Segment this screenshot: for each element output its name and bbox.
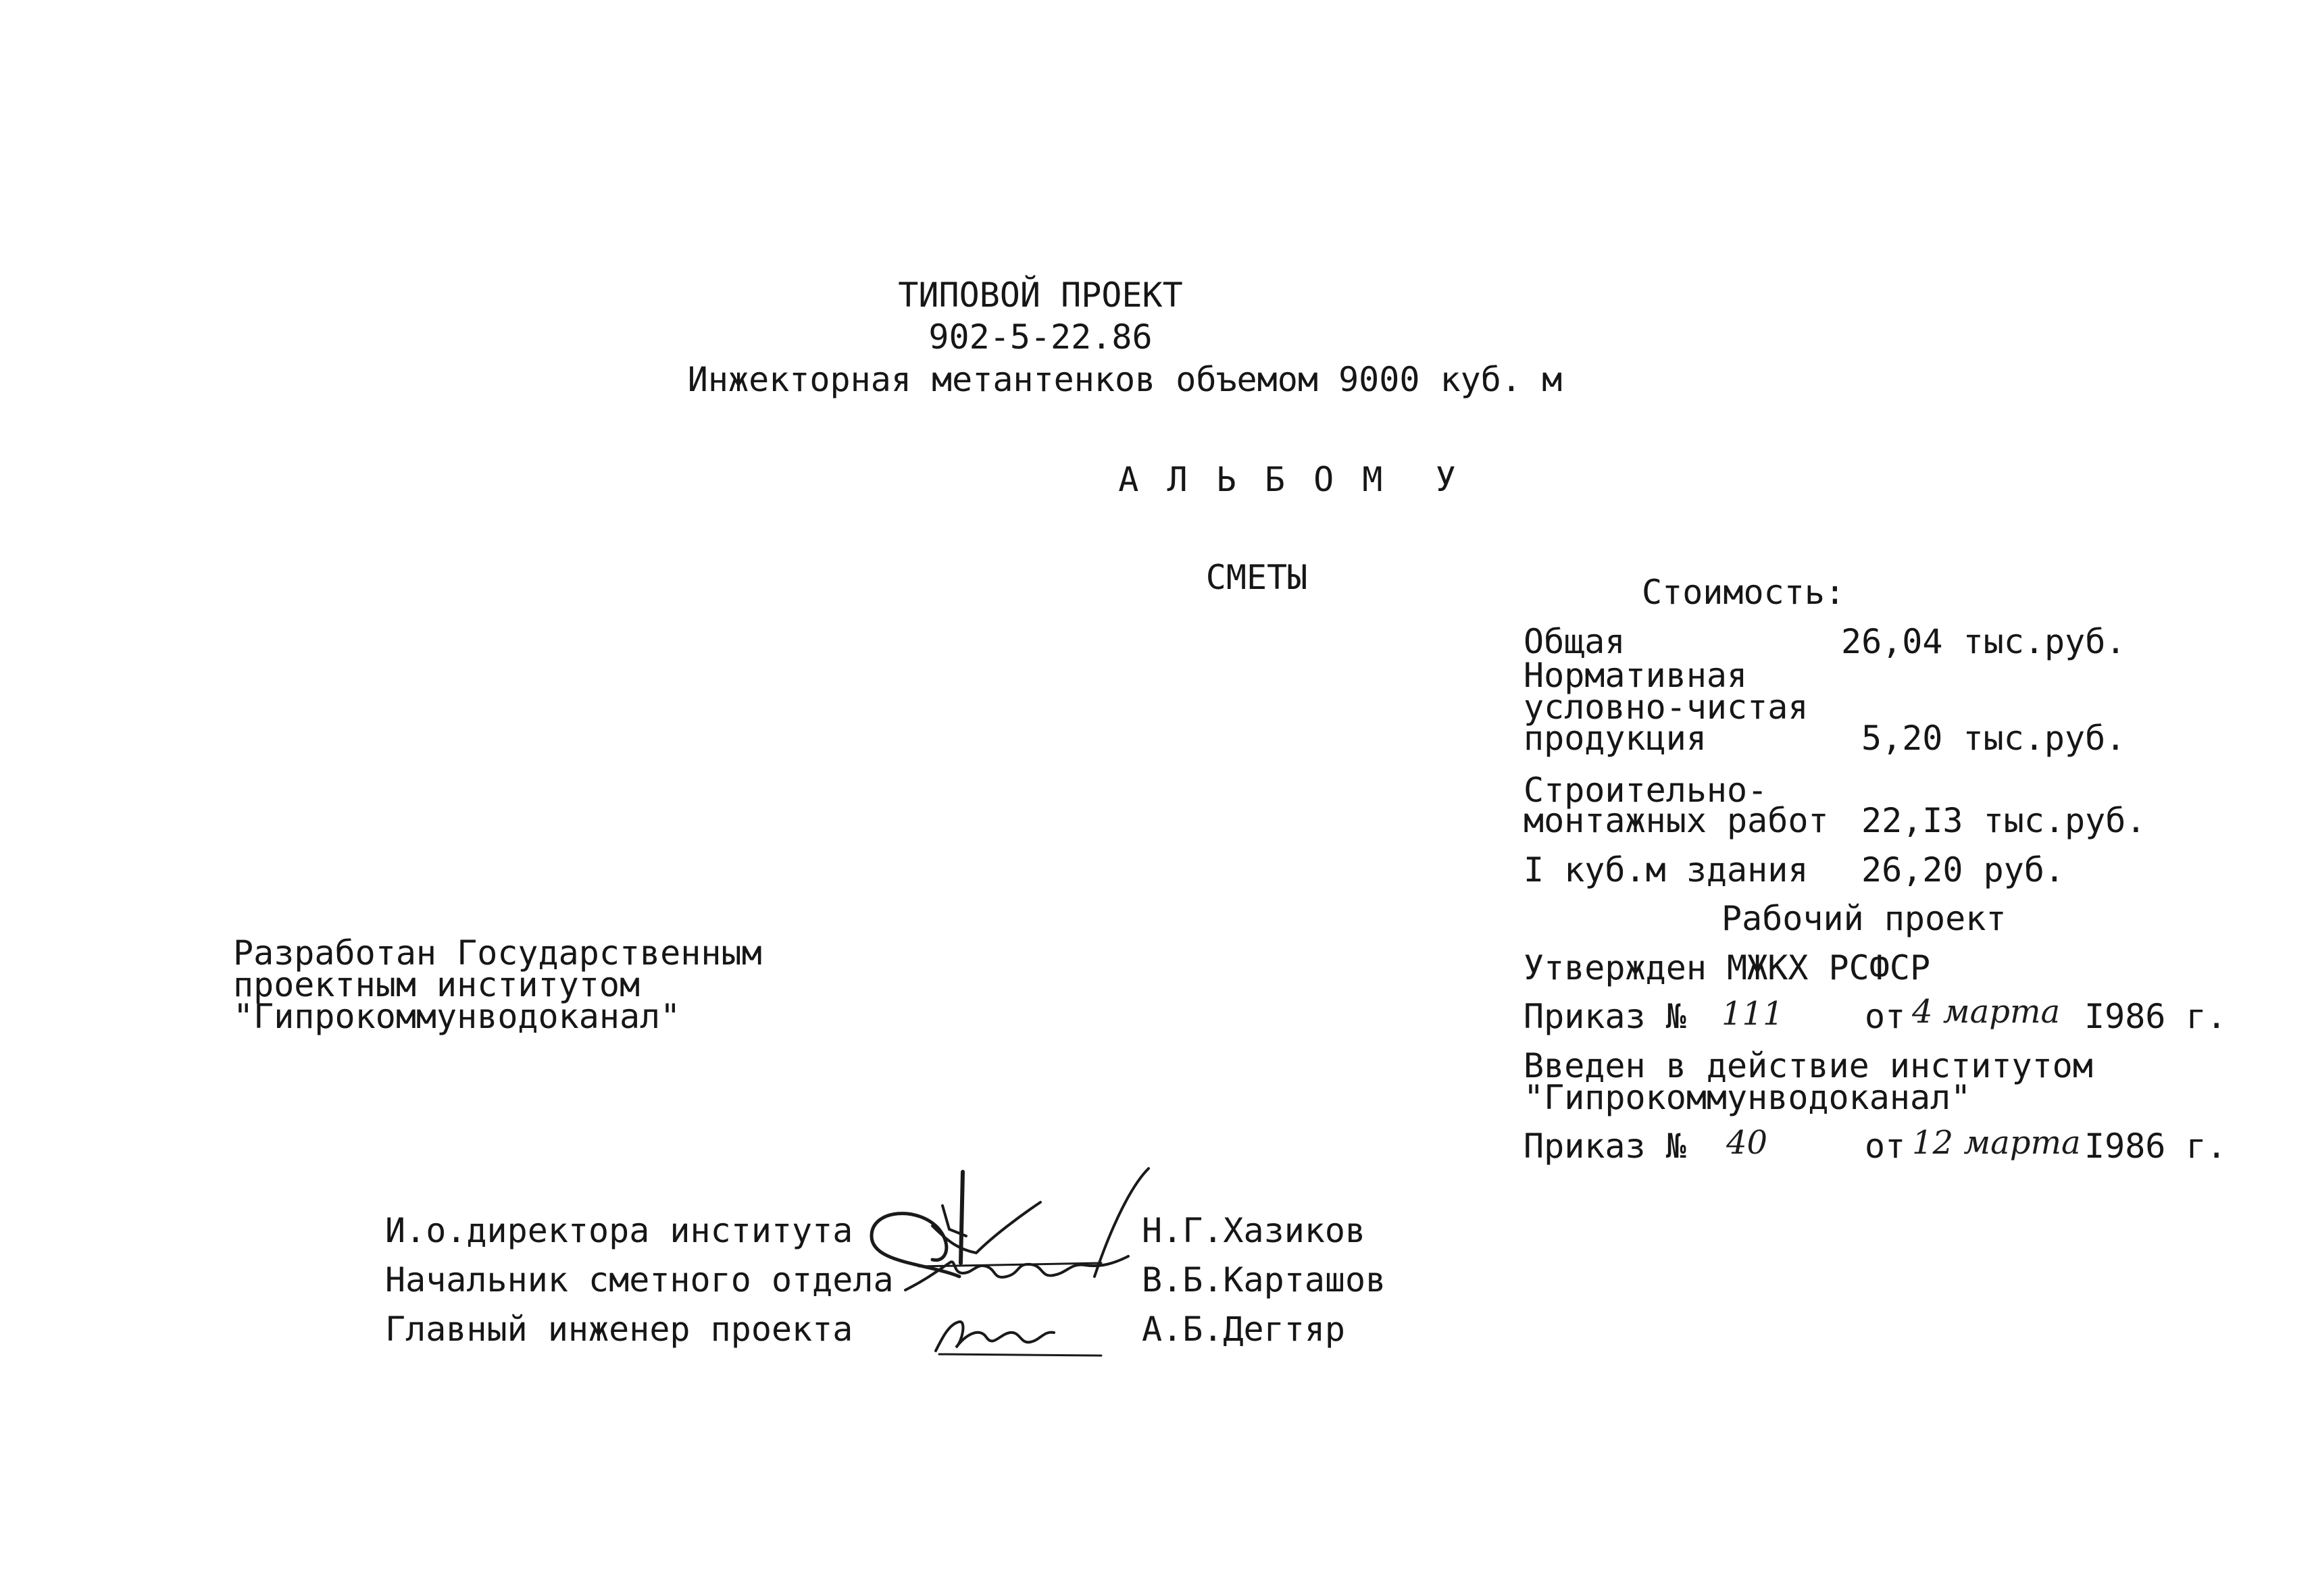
developer-institute: "Гипрокоммунводоканал"	[233, 997, 681, 1036]
signatory-name: Н.Г.Хазиков	[1142, 1211, 1366, 1250]
order1-date: 4 марта	[1912, 993, 2061, 1031]
cost-normative-value: 5,20 тыс.руб.	[1861, 719, 2126, 758]
doc-series: ТИПОВОЙ ПРОЕКТ	[898, 276, 1183, 315]
order1-label: Приказ №	[1524, 997, 1686, 1036]
estimates-head-signature	[899, 1243, 1155, 1297]
order1-number: 111	[1721, 995, 1784, 1033]
chief-engineer-signature	[926, 1314, 1115, 1361]
order2-year: I986 г.	[2084, 1127, 2227, 1166]
cost-normative-label: условно-чистая	[1524, 688, 1809, 727]
approved-by: Утвержден МЖКХ РСФСР	[1524, 948, 1931, 987]
project-title: Инжекторная метантенков объемом 9000 куб. м	[687, 360, 1563, 399]
order1-from: от	[1865, 997, 1906, 1036]
introduced-institute: "Гипрокоммунводоканал"	[1524, 1078, 1971, 1117]
introduced-line: Введен в действие институтом	[1524, 1046, 2093, 1085]
cost-heading: Стоимость:	[1642, 573, 1846, 612]
album-title: А Л Ь Б О М У	[1118, 460, 1460, 499]
cost-normative-label: Нормативная	[1524, 656, 1748, 695]
signatory-role: И.о.директора института	[385, 1211, 853, 1250]
cost-construction-label: монтажных работ	[1524, 801, 1829, 840]
order1-year: I986 г.	[2084, 997, 2227, 1036]
signatory-name: В.Б.Карташов	[1142, 1260, 1386, 1299]
cost-per-m3-label: I куб.м здания	[1524, 850, 1809, 890]
section-title: СМЕТЫ	[1205, 558, 1308, 597]
signatory-role: Главный инженер проекта	[385, 1310, 853, 1349]
cost-normative-label: продукция	[1524, 719, 1707, 758]
project-code: 902-5-22.86	[928, 317, 1153, 357]
order2-label: Приказ №	[1524, 1127, 1686, 1166]
cost-construction-value: 22,I3 тыс.руб.	[1861, 801, 2146, 840]
cost-construction-label: Строительно-	[1524, 771, 1768, 810]
working-project: Рабочий проект	[1721, 899, 2007, 938]
signatory-name: А.Б.Дегтяр	[1142, 1310, 1346, 1349]
developer-line: проектным институтом	[233, 965, 640, 1004]
developer-line: Разработан Государственным	[233, 933, 762, 973]
signatory-role: Начальник сметного отдела	[385, 1260, 894, 1299]
cost-total-value: 26,04 тыс.руб.	[1841, 622, 2126, 661]
order2-date: 12 марта	[1912, 1124, 2081, 1162]
order2-number: 40	[1726, 1124, 1768, 1162]
cost-total-label: Общая	[1524, 622, 1626, 661]
cost-per-m3-value: 26,20 руб.	[1861, 850, 2065, 890]
order2-from: от	[1865, 1127, 1906, 1166]
